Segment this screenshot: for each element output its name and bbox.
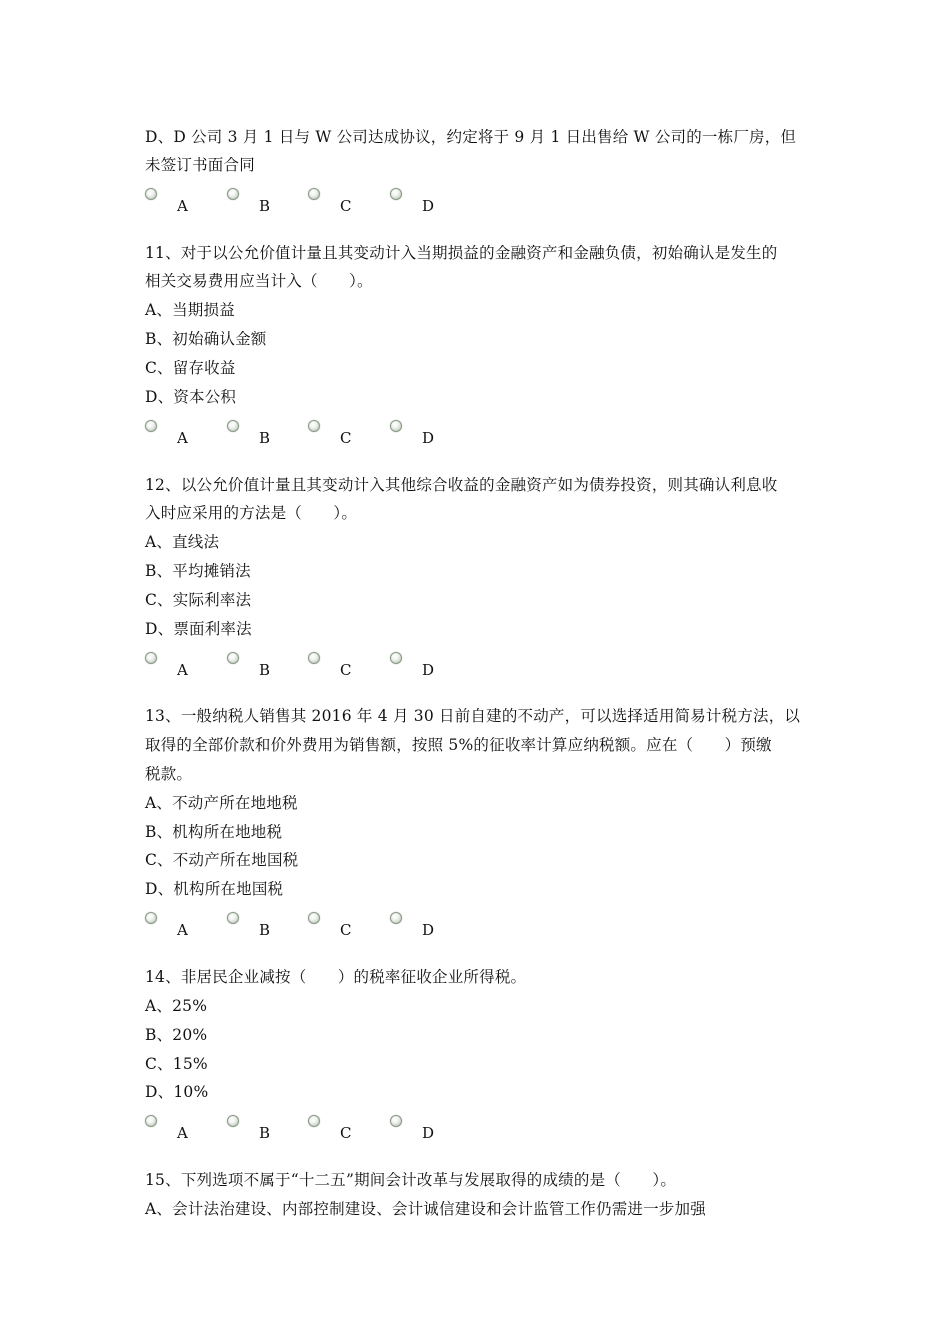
radio-circle-icon[interactable] bbox=[145, 912, 157, 924]
q11-option-d: D、资本公积 bbox=[145, 388, 237, 406]
q14-radio-d[interactable] bbox=[390, 1115, 450, 1141]
radio-label: A bbox=[177, 921, 188, 939]
radio-label: B bbox=[259, 661, 271, 679]
radio-circle-icon[interactable] bbox=[145, 188, 157, 200]
q11-stem-line2: 相关交易费用应当计入（ ）。 bbox=[145, 272, 373, 290]
q12-option-b: B、平均摊销法 bbox=[145, 562, 251, 580]
radio-label: C bbox=[340, 1124, 352, 1142]
q12-answer-radios bbox=[145, 652, 465, 678]
radio-label: C bbox=[340, 921, 352, 939]
q12-radio-d[interactable] bbox=[390, 652, 450, 678]
radio-circle-icon[interactable] bbox=[390, 1115, 402, 1127]
q10-radio-b[interactable] bbox=[227, 188, 287, 214]
radio-circle-icon[interactable] bbox=[145, 1115, 157, 1127]
q14-option-d: D、10% bbox=[145, 1083, 209, 1101]
q10-radio-a[interactable] bbox=[145, 188, 205, 214]
q11-option-a: A、当期损益 bbox=[145, 301, 235, 319]
q13-option-a: A、不动产所在地地税 bbox=[145, 794, 298, 812]
q14-radio-b[interactable] bbox=[227, 1115, 287, 1141]
q14-radio-c[interactable] bbox=[308, 1115, 368, 1141]
q14-option-c: C、15% bbox=[145, 1055, 208, 1073]
radio-circle-icon[interactable] bbox=[308, 912, 320, 924]
radio-label: A bbox=[177, 429, 188, 447]
q12-option-d: D、票面利率法 bbox=[145, 620, 252, 638]
q10-option-d-line2: 未签订书面合同 bbox=[145, 156, 255, 174]
radio-label: B bbox=[259, 197, 271, 215]
q15-stem-line1: 15、下列选项不属于“十二五”期间会计改革与发展取得的成绩的是（ ）。 bbox=[145, 1171, 677, 1189]
radio-label: B bbox=[259, 429, 271, 447]
radio-circle-icon[interactable] bbox=[308, 652, 320, 664]
q14-option-a: A、25% bbox=[145, 997, 208, 1015]
q12-option-a: A、直线法 bbox=[145, 533, 220, 551]
q12-radio-b[interactable] bbox=[227, 652, 287, 678]
q13-stem-line3: 税款。 bbox=[145, 765, 193, 783]
q10-radio-c[interactable] bbox=[308, 188, 368, 214]
radio-label: D bbox=[422, 1124, 435, 1142]
radio-circle-icon[interactable] bbox=[390, 420, 402, 432]
q11-stem-line1: 11、对于以公允价值计量且其变动计入当期损益的金融资产和金融负债，初始确认是发生的 bbox=[145, 244, 778, 262]
radio-label: B bbox=[259, 1124, 271, 1142]
q13-radio-c[interactable] bbox=[308, 912, 368, 938]
radio-circle-icon[interactable] bbox=[308, 420, 320, 432]
q11-option-b: B、初始确认金额 bbox=[145, 330, 267, 348]
q14-option-b: B、20% bbox=[145, 1026, 208, 1044]
q13-option-b: B、机构所在地地税 bbox=[145, 823, 283, 841]
q12-stem-line1: 12、以公允价值计量且其变动计入其他综合收益的金融资产如为债券投资，则其确认利息收 bbox=[145, 476, 778, 494]
radio-circle-icon[interactable] bbox=[308, 1115, 320, 1127]
q13-stem-line2: 取得的全部价款和价外费用为销售额，按照 5%的征收率计算应纳税额。应在（ ）预缴 bbox=[145, 736, 772, 754]
q12-radio-a[interactable] bbox=[145, 652, 205, 678]
q13-radio-d[interactable] bbox=[390, 912, 450, 938]
radio-circle-icon[interactable] bbox=[390, 652, 402, 664]
radio-circle-icon[interactable] bbox=[227, 420, 239, 432]
q10-option-d-line1: D、D 公司 3 月 1 日与 W 公司达成协议，约定将于 9 月 1 日出售给 W 公司的一栋厂房，但 bbox=[145, 128, 797, 146]
radio-label: A bbox=[177, 661, 188, 679]
q11-radio-d[interactable] bbox=[390, 420, 450, 446]
q11-radio-c[interactable] bbox=[308, 420, 368, 446]
radio-circle-icon[interactable] bbox=[390, 912, 402, 924]
radio-circle-icon[interactable] bbox=[308, 188, 320, 200]
radio-label: D bbox=[422, 921, 435, 939]
radio-circle-icon[interactable] bbox=[145, 420, 157, 432]
radio-label: D bbox=[422, 661, 435, 679]
radio-circle-icon[interactable] bbox=[227, 188, 239, 200]
q14-answer-radios bbox=[145, 1115, 465, 1141]
q11-radio-b[interactable] bbox=[227, 420, 287, 446]
q14-stem-line1: 14、非居民企业减按（ ）的税率征收企业所得税。 bbox=[145, 968, 527, 986]
radio-label: C bbox=[340, 661, 352, 679]
radio-label: A bbox=[177, 197, 188, 215]
q13-radio-b[interactable] bbox=[227, 912, 287, 938]
radio-circle-icon[interactable] bbox=[227, 1115, 239, 1127]
q13-option-c: C、不动产所在地国税 bbox=[145, 851, 299, 869]
q15-option-a: A、会计法治建设、内部控制建设、会计诚信建设和会计监管工作仍需进一步加强 bbox=[145, 1200, 706, 1218]
q13-stem-line1: 13、一般纳税人销售其 2016 年 4 月 30 日前自建的不动产，可以选择适用简易计税方法，以 bbox=[145, 707, 801, 725]
q13-answer-radios bbox=[145, 912, 465, 938]
q13-radio-a[interactable] bbox=[145, 912, 205, 938]
radio-label: A bbox=[177, 1124, 188, 1142]
radio-circle-icon[interactable] bbox=[227, 652, 239, 664]
q12-stem-line2: 入时应采用的方法是（ ）。 bbox=[145, 504, 358, 522]
q14-radio-a[interactable] bbox=[145, 1115, 205, 1141]
q10-answer-radios bbox=[145, 188, 465, 214]
q11-option-c: C、留存收益 bbox=[145, 359, 236, 377]
radio-label: B bbox=[259, 921, 271, 939]
radio-circle-icon[interactable] bbox=[145, 652, 157, 664]
radio-label: C bbox=[340, 197, 352, 215]
radio-label: D bbox=[422, 197, 435, 215]
radio-label: D bbox=[422, 429, 435, 447]
q12-option-c: C、实际利率法 bbox=[145, 591, 252, 609]
radio-label: C bbox=[340, 429, 352, 447]
q13-option-d: D、机构所在地国税 bbox=[145, 880, 284, 898]
radio-circle-icon[interactable] bbox=[390, 188, 402, 200]
radio-circle-icon[interactable] bbox=[227, 912, 239, 924]
q11-radio-a[interactable] bbox=[145, 420, 205, 446]
q11-answer-radios bbox=[145, 420, 465, 446]
q10-radio-d[interactable] bbox=[390, 188, 450, 214]
q12-radio-c[interactable] bbox=[308, 652, 368, 678]
